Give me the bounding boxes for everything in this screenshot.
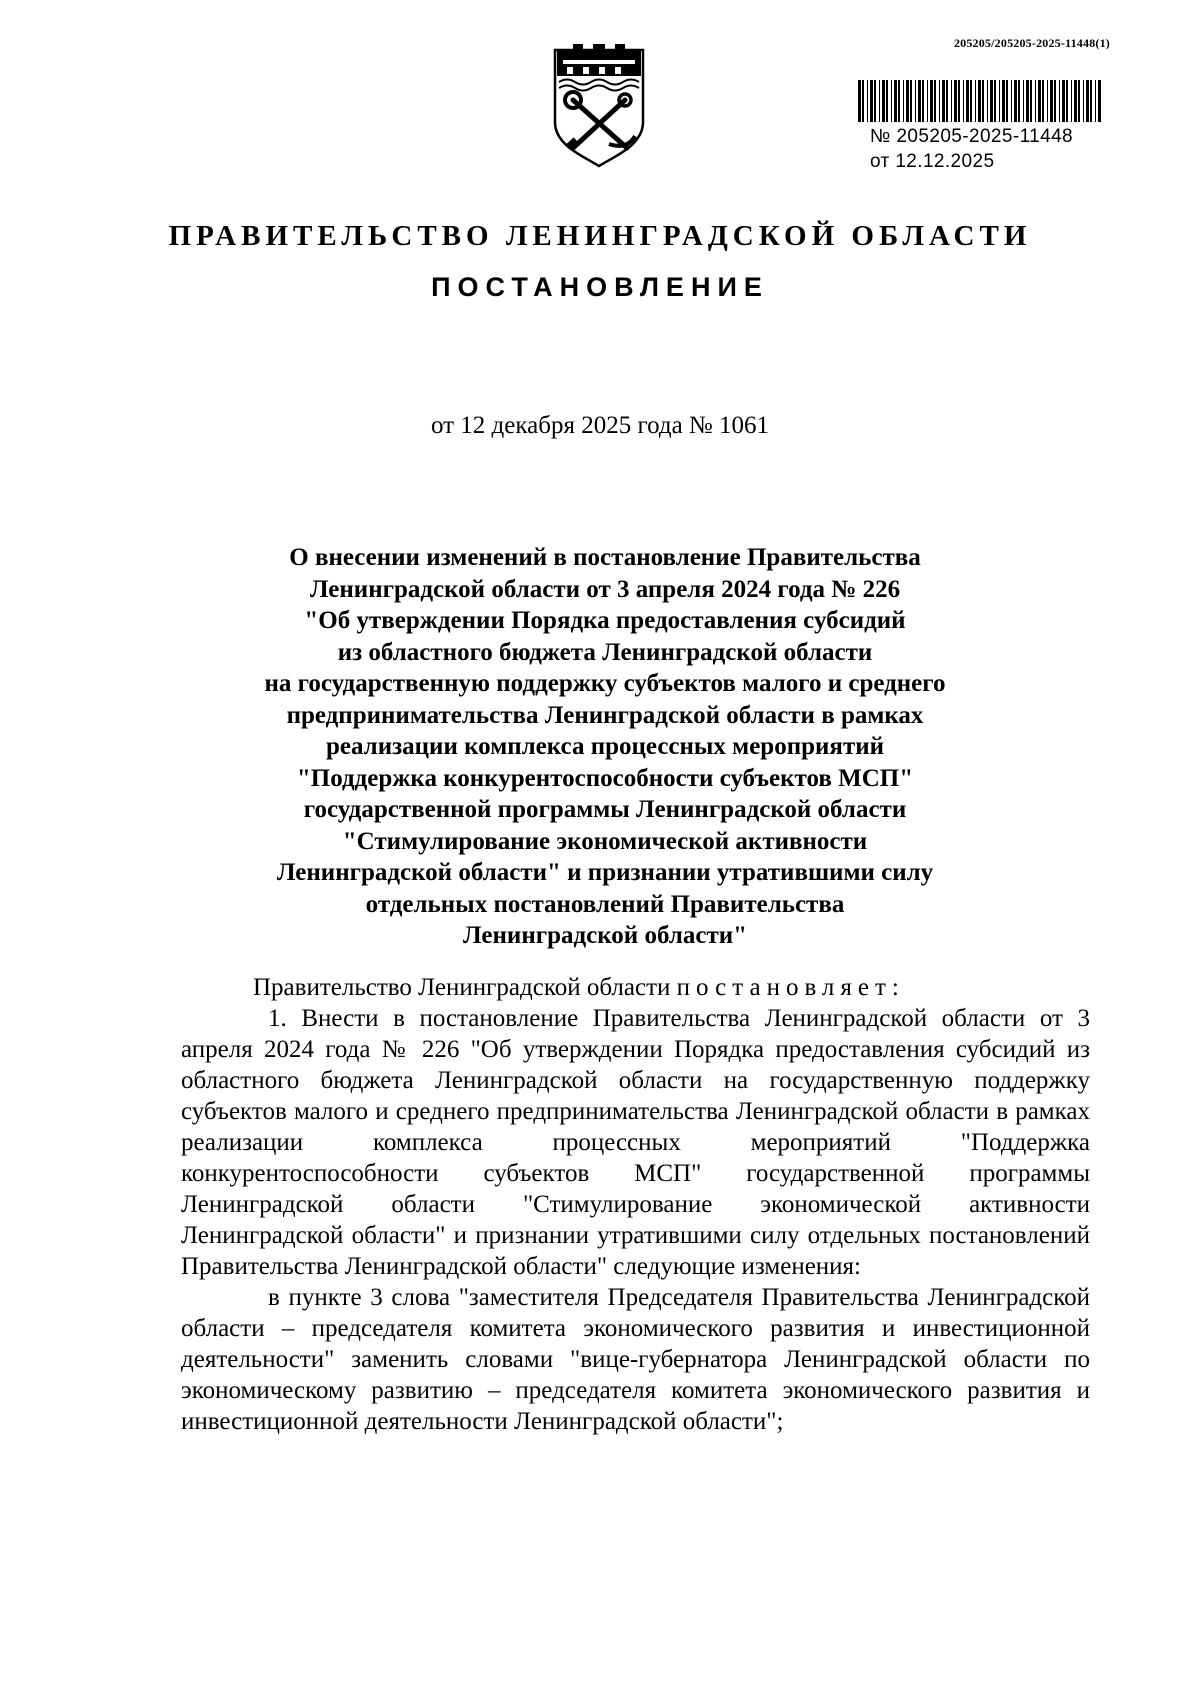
subject-line: "Поддержка конкурентоспособности субъектов МСП" [296,764,914,792]
document-subject [200,542,1010,952]
subject-line: О внесении изменений в постановление Правительства [289,544,921,571]
paragraph-2: в пункте 3 слова "заместителя Председателя Правительства Ленинградской области – председателя комитета экономического развития и инвестиционной деятельности" заменить словами "вице-губернатора Ленинградской области по экономическому развитию – председателя комитета экономического развития и инвестиционной деятельности Ленинградской области"; [181,1284,1090,1435]
subject-line: "Об утверждении Порядка предоставления субсидий [304,607,906,634]
subject-line: на государственную поддержку субъектов малого и среднего [264,670,946,697]
intro-prefix: Правительство Ленинградской области [253,974,671,1001]
subject-line: Ленинградской области" и признании утратившими силу [276,859,934,886]
registration-stamp [870,124,1130,174]
subject-line: отдельных постановлений Правительства [365,890,845,918]
document-date: от 12 декабря 2025 года № 1061 [430,412,770,439]
paragraph-1: 1. Внести в постановление Правительства Ленинградской области от 3 апреля 2024 года № 226 "Об утверждении Порядка предоставления субсидий из областного бюджета Ленинградской области на государственную поддержку субъектов малого и среднего предпринимательства Ленинградской области в рамках реализации комплекса процессных мероприятий "Поддержка конкурентоспособности субъектов МСП" государственной программы Ленинградской области "Стимулирование экономической активности Ленинградской области" и признании утратившими силу отдельных постановлений Правительства Ленинградской области" следующие изменения: [181,1005,1090,1280]
barcode-icon [858,80,1104,122]
document-body [181,972,1090,1437]
registration-date: от 12.12.2025 [870,151,995,172]
coat-of-arms-icon [549,40,649,168]
subject-line: реализации комплекса процессных мероприятий [325,733,885,760]
subject-line: предпринимательства Ленинградской области в рамках [286,701,924,729]
subject-line: Ленинградской области от 3 апреля 2024 года № 226 [309,575,901,603]
document-reference: 205205/205205-2025-11448(1) [953,36,1110,50]
subject-line: "Стимулирование экономической активности [342,827,868,855]
registration-number: № 205205-2025-11448 [870,126,1074,147]
intro-verb: постановляет: [676,974,905,1001]
subject-line: государственной программы Ленинградской области [303,796,907,823]
subject-line: из областного бюджета Ленинградской области [337,638,873,666]
intro-paragraph [181,972,1090,1003]
document-type: ПОСТАНОВЛЕНИЕ [431,272,769,302]
subject-line: Ленинградской области" [462,922,748,949]
authority-title: ПРАВИТЕЛЬСТВО ЛЕНИНГРАДСКОЙ ОБЛАСТИ [168,220,1032,252]
